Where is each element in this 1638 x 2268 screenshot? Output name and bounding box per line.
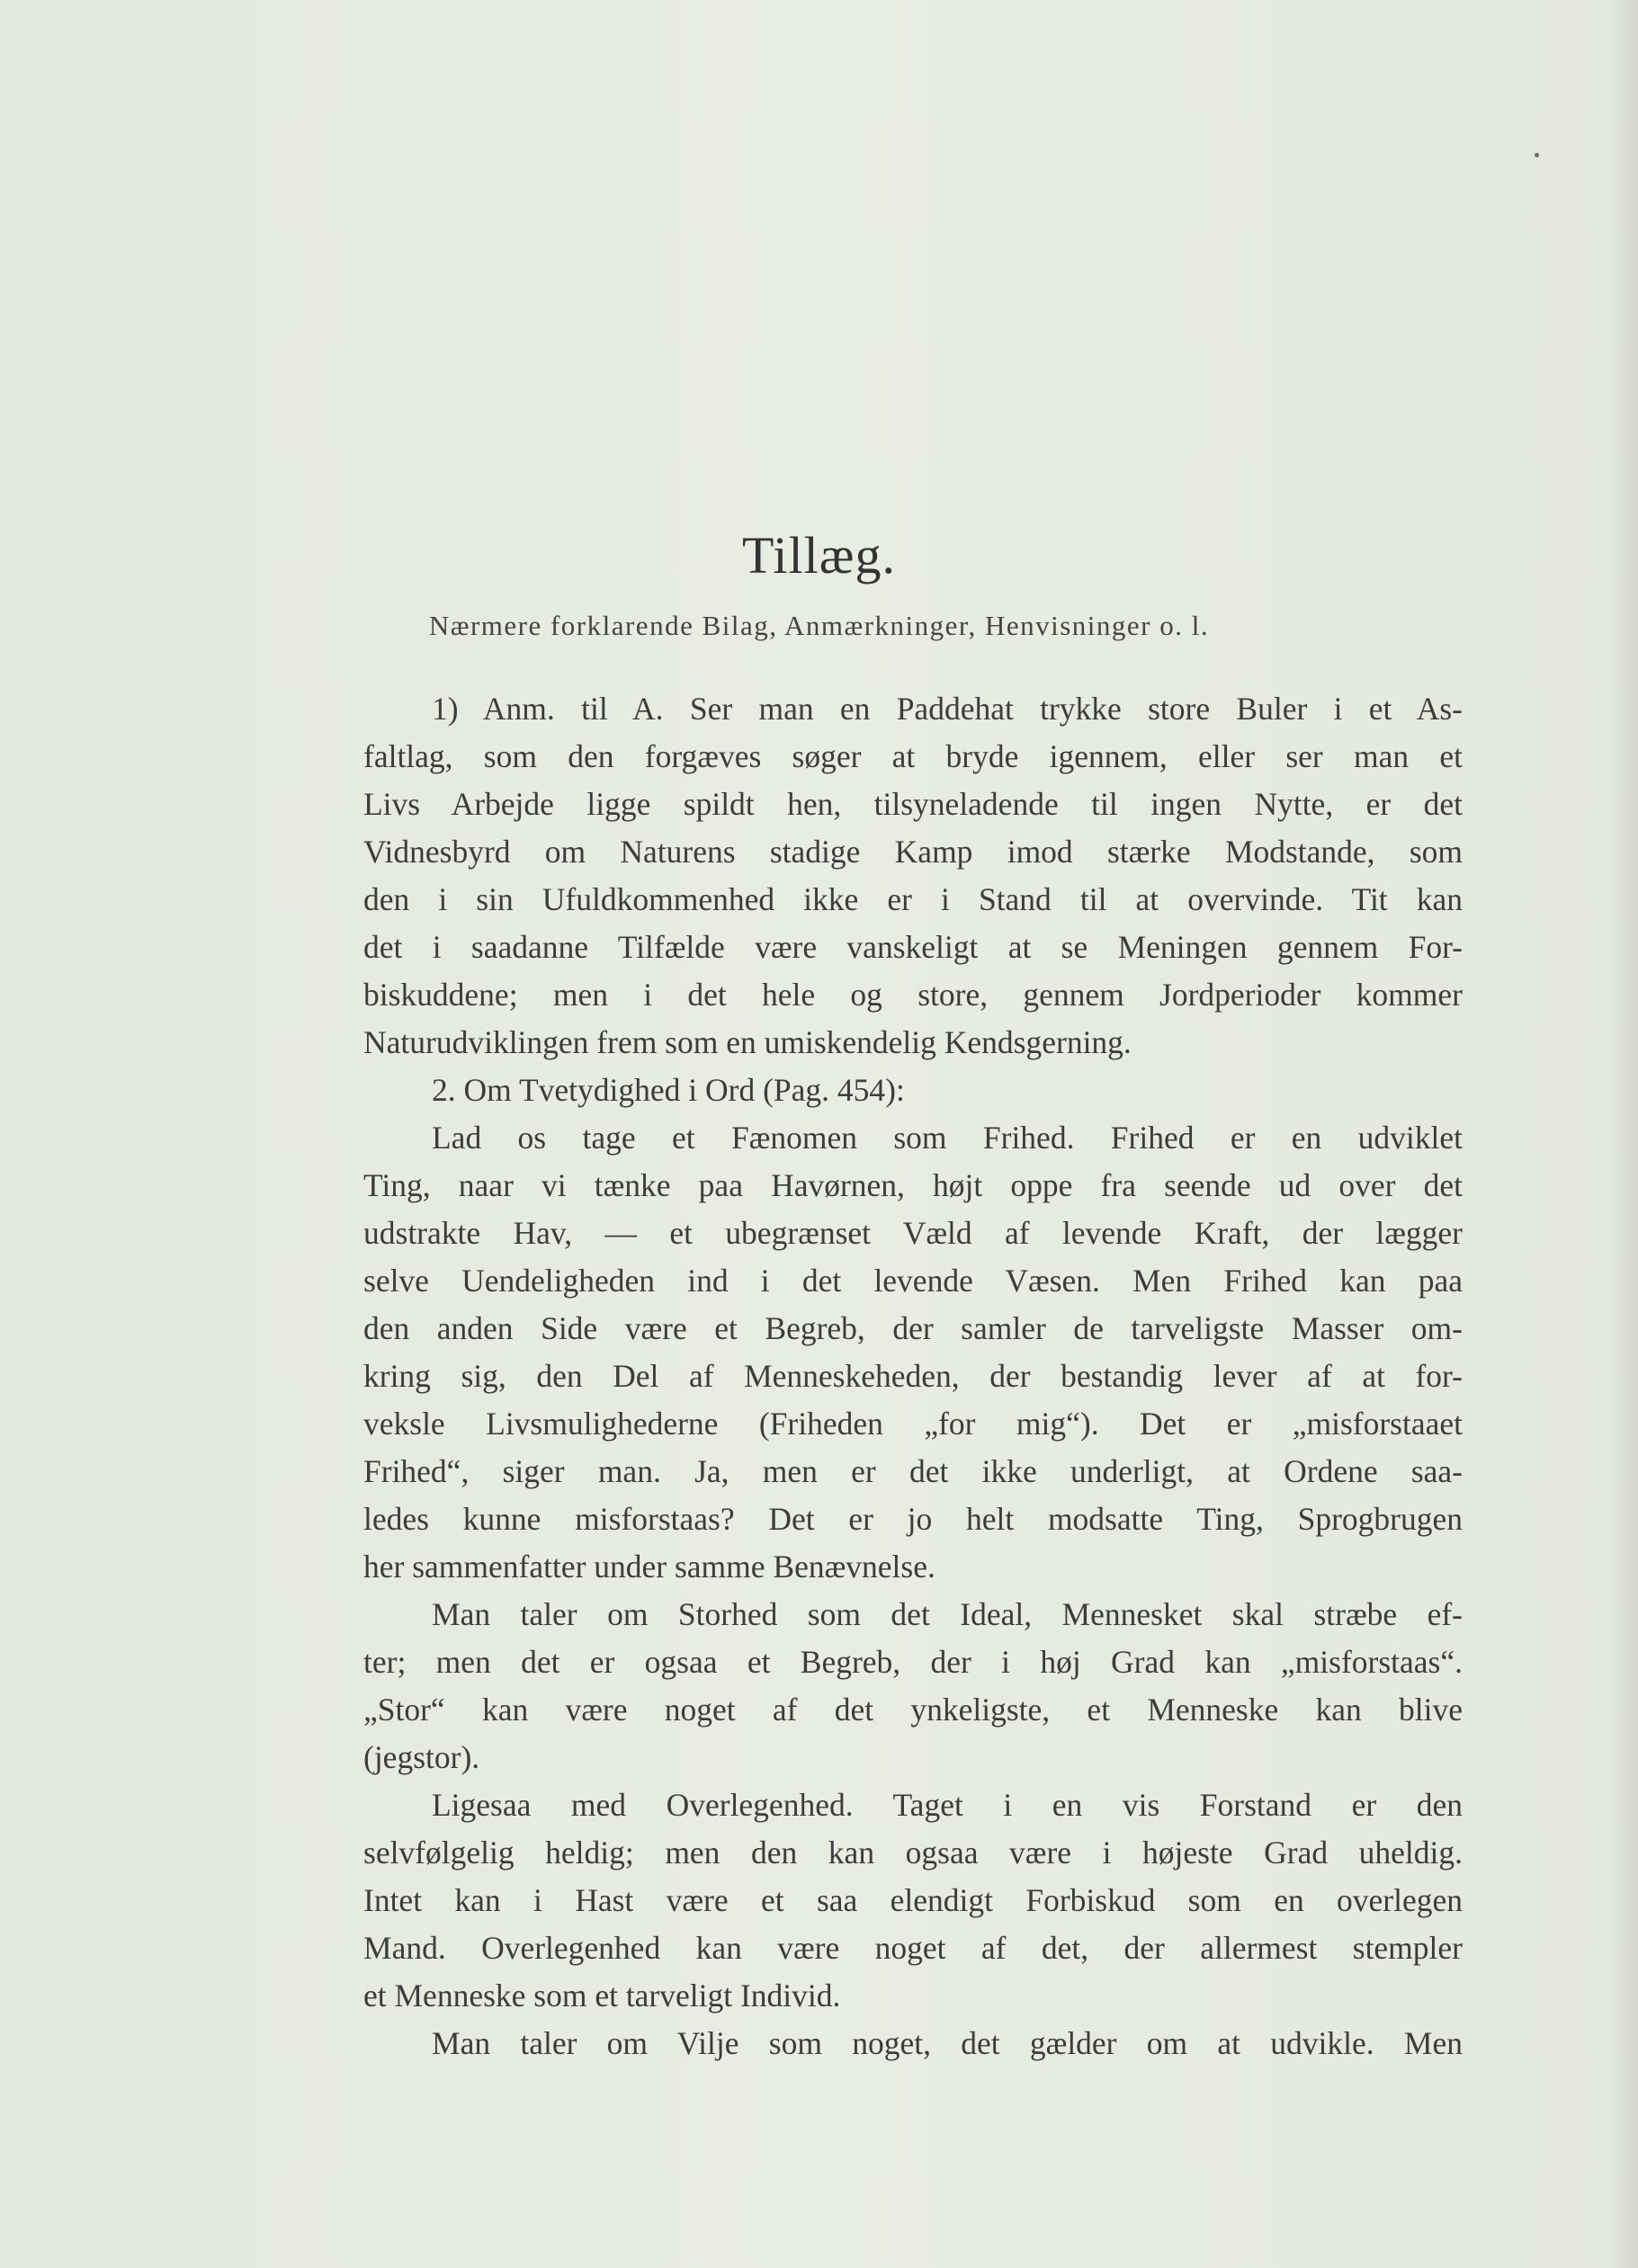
text-line: Naturudviklingen frem som en umiskendelig Kendsgerning. — [363, 1024, 1132, 1060]
text-line: Livs Arbejde ligge spildt hen, tilsyneladende til ingen Nytte, er det — [363, 786, 1463, 822]
text-line: Ligesaa med Overlegenhed. Taget i en vis Forstand er den — [432, 1787, 1463, 1823]
text-line: biskuddene; men i det hele og store, gennem Jordperioder kommer — [363, 977, 1463, 1013]
text-line: den i sin Ufuldkommenhed ikke er i Stand til at overvinde. Tit kan — [363, 881, 1463, 917]
text-line: her sammenfatter under samme Benævnelse. — [363, 1549, 935, 1585]
text-line: Ting, naar vi tænke paa Havørnen, højt oppe fra seende ud over det — [363, 1167, 1463, 1203]
text-line: selvfølgelig heldig; men den kan ogsaa være i højeste Grad uheldig. — [363, 1835, 1463, 1871]
text-line: et Menneske som et tarveligt Individ. — [363, 1978, 841, 2014]
print-speck — [1535, 153, 1539, 157]
text-line: Lad os tage et Fænomen som Frihed. Frihed er en udviklet — [432, 1120, 1463, 1156]
text-line: veksle Livsmulighederne (Friheden „for mig“). Det er „misforstaaet — [363, 1406, 1463, 1442]
text-line: Intet kan i Hast være et saa elendigt Forbiskud som en overlegen — [363, 1882, 1463, 1918]
text-line: ledes kunne misforstaas? Det er jo helt modsatte Ting, Sprogbrugen — [363, 1501, 1463, 1537]
text-line: faltlag, som den forgæves søger at bryde igennem, eller ser man et — [363, 738, 1463, 774]
text-line: udstrakte Hav, — et ubegrænset Væld af levende Kraft, der lægger — [363, 1215, 1463, 1251]
text-line: (jegstor). — [363, 1739, 480, 1775]
text-line: den anden Side være et Begreb, der samler de tarveligste Masser om- — [363, 1310, 1463, 1346]
page-edge-shadow — [1607, 0, 1638, 2268]
text-line: ter; men det er ogsaa et Begreb, der i høj Grad kan „misforstaas“. — [363, 1644, 1463, 1680]
page-subtitle: Nærmere forklarende Bilag, Anmærkninger, Henvisninger o. l. — [428, 610, 1210, 641]
text-line: selve Uendeligheden ind i det levende Væsen. Men Frihed kan paa — [363, 1263, 1463, 1299]
text-line: Man taler om Vilje som noget, det gælder om at udvikle. Men — [432, 2025, 1463, 2061]
text-line: Frihed“, siger man. Ja, men er det ikke underligt, at Ordene saa- — [363, 1453, 1463, 1489]
text-line: Vidnesbyrd om Naturens stadige Kamp imod stærke Modstande, som — [363, 834, 1463, 870]
text-line: det i saadanne Tilfælde være vanskeligt at se Meningen gennem For- — [363, 929, 1463, 965]
text-line: „Stor“ kan være noget af det ynkeligste, et Menneske kan blive — [363, 1692, 1463, 1728]
text-line: Mand. Overlegenhed kan være noget af det, der allermest stempler — [363, 1930, 1463, 1966]
text-line: 2. Om Tvetydighed i Ord (Pag. 454): — [432, 1072, 905, 1108]
text-line: Man taler om Storhed som det Ideal, Mennesket skal stræbe ef- — [432, 1596, 1463, 1632]
page-title: Tillæg. — [742, 526, 896, 585]
body-text — [363, 685, 1463, 2067]
text-line: kring sig, den Del af Menneskeheden, der bestandig lever af at for- — [363, 1358, 1463, 1394]
text-line: 1) Anm. til A. Ser man en Paddehat trykke store Buler i et As- — [432, 691, 1463, 727]
